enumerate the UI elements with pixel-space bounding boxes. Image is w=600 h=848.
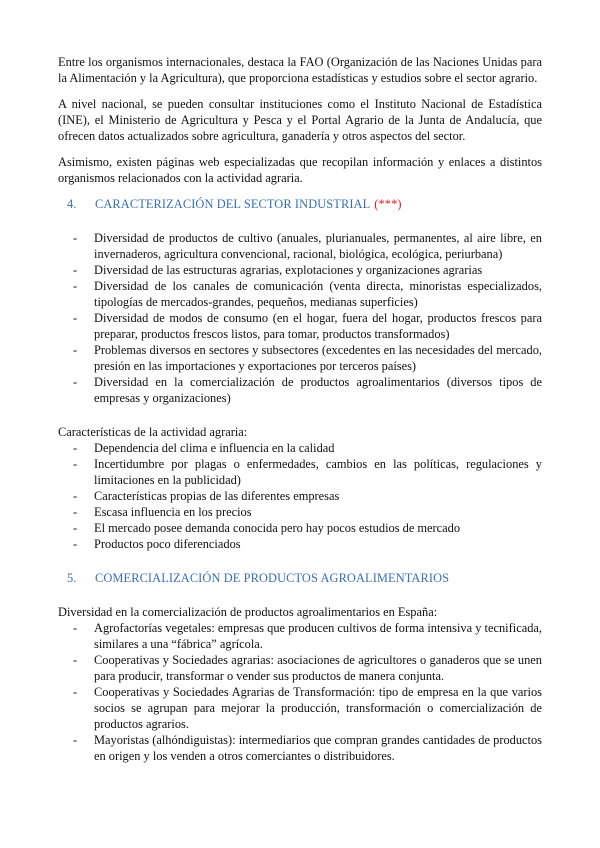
dash-bullet: - — [73, 505, 78, 519]
list-item — [58, 374, 542, 406]
list-item-text: Escasa influencia en los precios — [94, 505, 252, 519]
characteristics-list — [58, 440, 542, 552]
list-item-text: Incertidumbre por plagas o enfermedades, cambios en las políticas, regulaciones y limitaciones en la publicidad) — [94, 457, 542, 487]
dash-bullet: - — [73, 231, 78, 245]
list-item-text: Dependencia del clima e influencia en la calidad — [94, 441, 335, 455]
paragraph-specialized-websites: Asimismo, existen páginas web especializadas que recopilan información y enlaces a distintos organismos relacionados con la actividad agraria. — [58, 155, 542, 185]
list-item — [58, 652, 542, 684]
list-item — [58, 520, 542, 536]
list-item — [58, 262, 542, 278]
dash-bullet: - — [73, 279, 78, 293]
list-item-text: Cooperativas y Sociedades Agrarias de Transformación: tipo de empresa en la que varios socios se agrupan para mejorar la producción, transformación o comercialización de productos agrarios. — [94, 685, 542, 731]
dash-bullet: - — [73, 311, 78, 325]
dash-bullet: - — [73, 441, 78, 455]
dash-bullet: - — [73, 263, 78, 277]
section-4-mark: (***) — [374, 197, 402, 211]
section-4-heading — [58, 196, 542, 212]
dash-bullet: - — [73, 653, 78, 667]
list-item-text: Diversidad en la comercialización de productos agroalimentarios (diversos tipos de empresas y organizaciones) — [94, 375, 542, 405]
list-item-text: El mercado posee demanda conocida pero hay pocos estudios de mercado — [94, 521, 461, 535]
list-item-text: Diversidad de productos de cultivo (anuales, plurianuales, permanentes, al aire libre, en invernaderos, agricultura convencional, racional, biológica, ecológica, periurbana) — [94, 231, 542, 261]
list-item-text: Diversidad de modos de consumo (en el hogar, fuera del hogar, productos frescos para preparar, productos frescos listos, para tomar, productos transformados) — [94, 311, 542, 341]
list-item-text: Diversidad de las estructuras agrarias, explotaciones y organizaciones agrarias — [94, 263, 483, 277]
list-item — [58, 440, 542, 456]
list-item — [58, 310, 542, 342]
list-item — [58, 278, 542, 310]
section-4-list — [58, 230, 542, 406]
list-item — [58, 620, 542, 652]
list-item-text: Diversidad de los canales de comunicación (venta directa, minoristas especializados, tipologías de mercados-grandes, pequeños, medianas superficies) — [94, 279, 542, 309]
list-item — [58, 230, 542, 262]
list-item — [58, 536, 542, 552]
dash-bullet: - — [73, 457, 78, 471]
section-4-title: CARACTERIZACIÓN DEL SECTOR INDUSTRIAL — [95, 197, 371, 211]
list-item-text: Mayoristas (alhóndiguistas): intermediarios que compran grandes cantidades de productos en origen y los venden a otros comerciantes o distribuidores. — [94, 733, 542, 763]
section-5-heading — [58, 570, 542, 586]
list-item — [58, 732, 542, 764]
dash-bullet: - — [73, 537, 78, 551]
list-item — [58, 504, 542, 520]
list-item-text: Agrofactorías vegetales: empresas que producen cultivos de forma intensiva y tecnificada, similares a una “fábrica” agrícola. — [94, 621, 542, 651]
paragraph-national-institutions: A nivel nacional, se pueden consultar instituciones como el Instituto Nacional de Estadística (INE), el Ministerio de Agricultura y Pesca y el Portal Agrario de la Junta de Andalucía, que ofrecen datos actualizados sobre agricultura, ganadería y otros aspectos del sector. — [58, 97, 542, 143]
paragraph-fao: Entre los organismos internacionales, destaca la FAO (Organización de las Naciones Unidas para la Alimentación y la Agricultura), que proporciona estadísticas y estudios sobre el sector agrario. — [58, 55, 542, 85]
section-5-intro: Diversidad en la comercialización de productos agroalimentarios en España: — [58, 605, 438, 619]
dash-bullet: - — [73, 375, 78, 389]
list-item — [58, 456, 542, 488]
dash-bullet: - — [73, 489, 78, 503]
list-item-text: Productos poco diferenciados — [94, 537, 241, 551]
section-4-number: 4. — [67, 197, 77, 211]
list-item-text: Problemas diversos en sectores y subsectores (excedentes en las necesidades del mercado, presión en las importaciones y exportaciones por terceros países) — [94, 343, 542, 373]
section-5-list — [58, 620, 542, 764]
list-item — [58, 488, 542, 504]
list-item-text: Características propias de las diferentes empresas — [94, 489, 340, 503]
dash-bullet: - — [73, 521, 78, 535]
dash-bullet: - — [73, 685, 78, 699]
characteristics-intro: Características de la actividad agraria: — [58, 425, 248, 439]
page-content — [58, 54, 542, 764]
section-5-title: COMERCIALIZACIÓN DE PRODUCTOS AGROALIMENTARIOS — [95, 571, 450, 585]
dash-bullet: - — [73, 343, 78, 357]
list-item — [58, 684, 542, 732]
list-item-text: Cooperativas y Sociedades agrarias: asociaciones de agricultores o ganaderos que se unen para producir, transformar o vender sus productos de manera conjunta. — [94, 653, 542, 683]
dash-bullet: - — [73, 733, 78, 747]
list-item — [58, 342, 542, 374]
dash-bullet: - — [73, 621, 78, 635]
section-5-number: 5. — [67, 571, 77, 585]
